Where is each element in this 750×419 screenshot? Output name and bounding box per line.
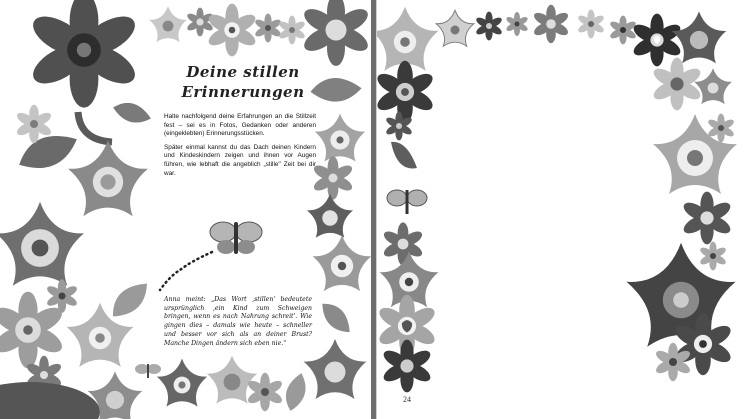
flower-icon — [300, 0, 371, 66]
leaf-icon — [0, 382, 100, 419]
title-line-2: Erinnerungen — [181, 83, 305, 101]
butterfly-icon — [210, 222, 262, 254]
body-text — [164, 113, 316, 183]
flower-icon — [0, 202, 84, 286]
butterfly-icon — [387, 190, 427, 214]
leaf-icon — [277, 372, 315, 412]
flower-icon — [149, 6, 187, 42]
leaf-icon — [78, 112, 112, 142]
flower-icon — [609, 16, 638, 45]
flower-icon — [157, 359, 207, 407]
left-page — [0, 0, 372, 419]
flower-icon — [45, 279, 78, 313]
butterfly-trail — [160, 252, 212, 290]
flower-icon — [672, 11, 727, 63]
paragraph-1: Halte nachfolgend deine Erfahrungen an die Stillzeit fest – sei es in Fotos, Gedanken oder anderen (eingeklebten) Erinnerungsstücken. — [164, 113, 316, 138]
leaf-icon — [112, 94, 152, 132]
title-line-1: Deine stillen — [186, 63, 300, 81]
flower-icon — [27, 0, 141, 108]
leaf-icon — [19, 136, 77, 168]
flower-icon — [505, 12, 529, 36]
right-page — [376, 0, 750, 419]
paragraph-2: Später einmal kannst du das Dach deinen Kindern und Kindeskindern zeigen und ihnen vor Augen führen, wie lebhaft die angeblich „stille" Zeit bei dir war. — [164, 143, 316, 177]
flower-icon — [532, 5, 570, 43]
leaf-icon — [320, 298, 351, 339]
flower-icon — [681, 192, 733, 245]
flower-icon — [475, 12, 504, 41]
flower-icon — [313, 235, 371, 291]
flower-icon — [377, 7, 439, 71]
flower-icon — [68, 140, 148, 216]
quote-text: Anna meint: „Das Wort ‚stillen' bedeutete ursprünglich ‚ein Kind zum Schweigen bringen, wenn es nach Nahrung schreit'. Wie gingen dies – damals wie heute – schneller und besser vor sich als an deiner Brust? Manche Dingen ändern sich eben nie." — [164, 296, 312, 347]
flower-icon — [315, 114, 365, 162]
flower-icon — [381, 340, 433, 393]
leaf-icon — [106, 281, 155, 318]
flower-icon — [307, 194, 353, 238]
flower-icon — [577, 10, 606, 39]
flower-icon — [377, 61, 436, 123]
page-number: 24 — [403, 395, 411, 404]
flower-icon — [436, 10, 474, 46]
leaf-icon — [391, 142, 417, 169]
flower-icon — [207, 356, 257, 404]
flower-icon — [278, 16, 307, 45]
floral-border-right — [377, 0, 750, 419]
flower-icon — [206, 4, 258, 57]
flower-icon — [382, 222, 425, 265]
flower-icon — [254, 14, 283, 43]
flower-icon — [312, 156, 355, 199]
flower-icon — [699, 242, 728, 271]
butterfly-icon — [135, 364, 161, 378]
page-title — [168, 62, 318, 102]
flower-icon — [304, 339, 367, 399]
